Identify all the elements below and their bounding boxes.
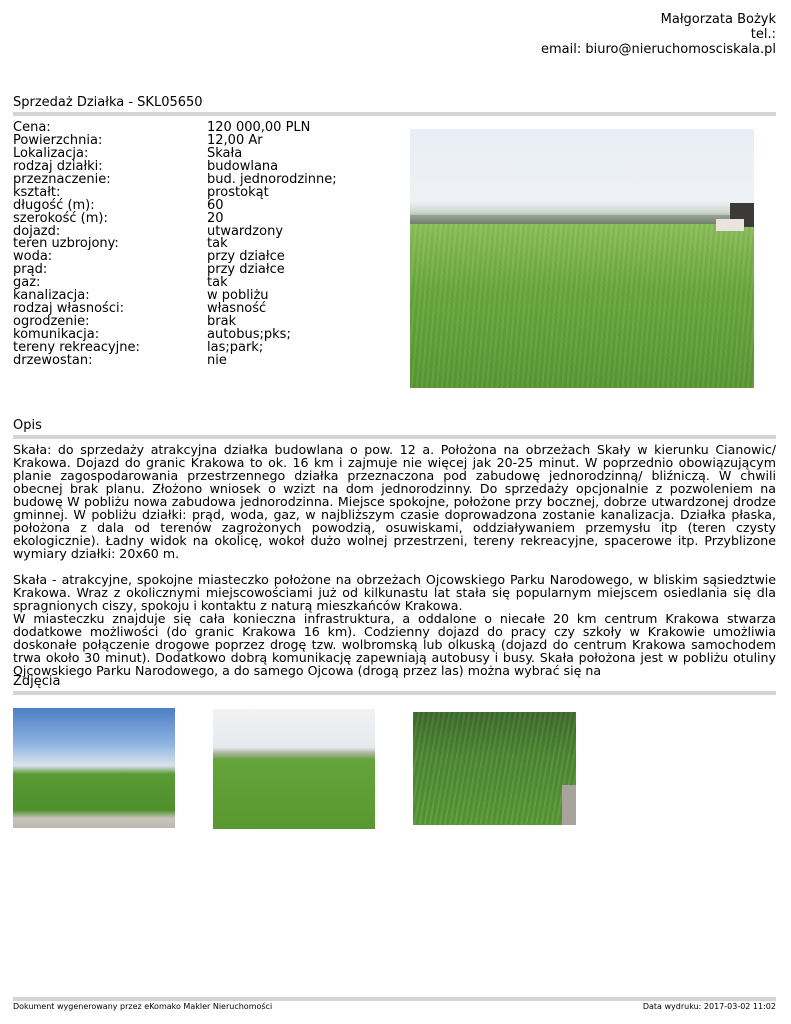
param-label: Lokalizacja: xyxy=(13,145,89,161)
photos-divider xyxy=(13,691,776,695)
footer-generated-by: Dokument wygenerowany przez eKomako Makler Nieruchomości xyxy=(13,1002,273,1011)
param-value: utwardzony xyxy=(207,223,284,239)
param-label: Powierzchnia: xyxy=(13,132,103,148)
house-wall xyxy=(716,219,744,231)
agent-contact xyxy=(541,12,776,57)
param-value: przy działce xyxy=(207,262,285,278)
main-photo[interactable] xyxy=(410,129,754,388)
agent-name: Małgorzata Bożyk xyxy=(660,12,776,27)
param-label: przeznaczenie: xyxy=(13,171,111,187)
param-value: 60 xyxy=(207,197,224,213)
param-label: kształt: xyxy=(13,184,61,200)
param-value: brak xyxy=(207,314,237,330)
title-divider xyxy=(13,112,776,116)
param-value: 120 000,00 PLN xyxy=(207,120,311,135)
param-label: gaz: xyxy=(13,275,41,291)
param-value: 12,00 Ar xyxy=(207,132,263,148)
photo-thumbnail-3[interactable] xyxy=(413,712,576,825)
param-value: 20 xyxy=(207,210,224,226)
footer-divider xyxy=(13,997,776,1001)
photo-thumbnail-2[interactable] xyxy=(213,709,375,829)
road-edge xyxy=(562,785,576,825)
param-label: szerokość (m): xyxy=(13,210,108,226)
param-value: las;park; xyxy=(207,339,264,355)
param-label: tereny rekreacyjne: xyxy=(13,339,140,355)
param-label: woda: xyxy=(13,249,53,265)
param-value: nie xyxy=(207,352,227,368)
param-value: bud. jednorodzinne; xyxy=(207,171,337,187)
grass-field xyxy=(410,224,754,388)
param-label: Cena: xyxy=(13,120,51,135)
listing-title: Sprzedaż Działka - SKL05650 xyxy=(13,95,203,110)
param-value: autobus;pks; xyxy=(207,327,291,342)
param-label: dojazd: xyxy=(13,223,61,239)
param-value: przy działce xyxy=(207,249,285,265)
agent-tel: tel.: xyxy=(750,27,776,42)
param-value: budowlana xyxy=(207,158,279,174)
param-label: długość (m): xyxy=(13,197,95,213)
param-label: prąd: xyxy=(13,262,48,278)
description-divider xyxy=(13,435,776,439)
param-value: własność xyxy=(207,301,267,317)
description-paragraph-2: Skała - atrakcyjne, spokojne miasteczko położone na obrzeżach Ojcowskiego Parku Narodowego, w bliskim sąsiedztwie Krakowa. Wraz z okolicznymi miejscowościami już od kilkunastu lat stała się popularnym miejscem osiedlania się dla spragnionych ciszy, spokoju i kontaktu z naturą mieszkańców Krakowa. W miasteczku znajduje się cała konieczna infrastruktura, a oddalone o niecałe 20 km centrum Krakowa stwarza dodatkowe możliwości (do granic Krakowa 16 km). Codzienny dojazd do pracy czy szkoły w Krakowie umożliwia doskonałe połączenie drogowe poprzez drogę tzw. wolbromską lub olkuską (dojazd do centrum Krakowa samochodem trwa około 30 minut). Dodatkowo dobrą komunikację zapewniają autobusy i busy. Skała położona jest w pobliżu otuliny Ojcowskiego Parku Narodowego, a do samego Ojcowa (drogą przez las) można wybrać się na xyxy=(13,572,776,678)
param-label: drzewostan: xyxy=(13,352,93,368)
photos-heading: Zdjęcia xyxy=(13,674,61,689)
param-label: komunikacja: xyxy=(13,327,100,342)
param-value: w pobliżu xyxy=(207,288,269,304)
param-label: ogrodzenie: xyxy=(13,314,90,330)
param-label: rodzaj działki: xyxy=(13,158,103,174)
description-paragraph-1: Skała: do sprzedaży atrakcyjna działka budowlana o pow. 12 a. Położona na obrzeżach Skały w kierunku Cianowic/ Krakowa. Dojazd do granic Krakowa to ok. 16 km i zajmuje nie więcej jak 20-25 minut. W poprzednio obowiązującym planie zagospodarowania przestrzennego działka przeznaczona pod zabudowę jednorodzinną/ bliźniczą. W chwili obecnej brak planu. Złożono wniosek o wzizt na dom jednorodzinny. Do sprzedaży opcjonalnie z pozwoleniem na budowę W pobliżu nowa zabudowa jednorodzinna. Miejsce spokojne, położone przy bocznej, dobrze utwardzonej drodze gminnej. W pobliżu działki: prąd, woda, gaz, w najbliższym czasie doprowadzona zostanie kanalizacja. Działka płaska, położona z dala od terenów zagrożonych powodzią, osuwiskami, oddziaływaniem przemysłu itp (teren czysty ekologicznie). Ładny widok na okolicę, wokoł dużo wolnej przestrzeni, tereny rekreacyjne, spacerowe itp. Przyblizone wymiary działki: 20x60 m. xyxy=(13,443,776,561)
photo-thumbnail-1[interactable] xyxy=(13,708,175,828)
param-value: tak xyxy=(207,275,228,291)
param-row xyxy=(13,352,403,368)
param-value: prostokąt xyxy=(207,184,269,200)
agent-email[interactable]: email: biuro@nieruchomosciskala.pl xyxy=(540,42,776,57)
description-heading: Opis xyxy=(13,418,42,433)
parameters-list xyxy=(13,122,403,368)
footer-print-date: Data wydruku: 2017-03-02 11:02 xyxy=(642,1002,776,1011)
param-label: rodzaj własności: xyxy=(13,301,124,317)
param-label: kanalizacja: xyxy=(13,288,90,304)
param-value: Skała xyxy=(207,145,243,161)
param-value: tak xyxy=(207,236,228,252)
description-text xyxy=(13,443,776,689)
param-label: teren uzbrojony: xyxy=(13,236,119,252)
